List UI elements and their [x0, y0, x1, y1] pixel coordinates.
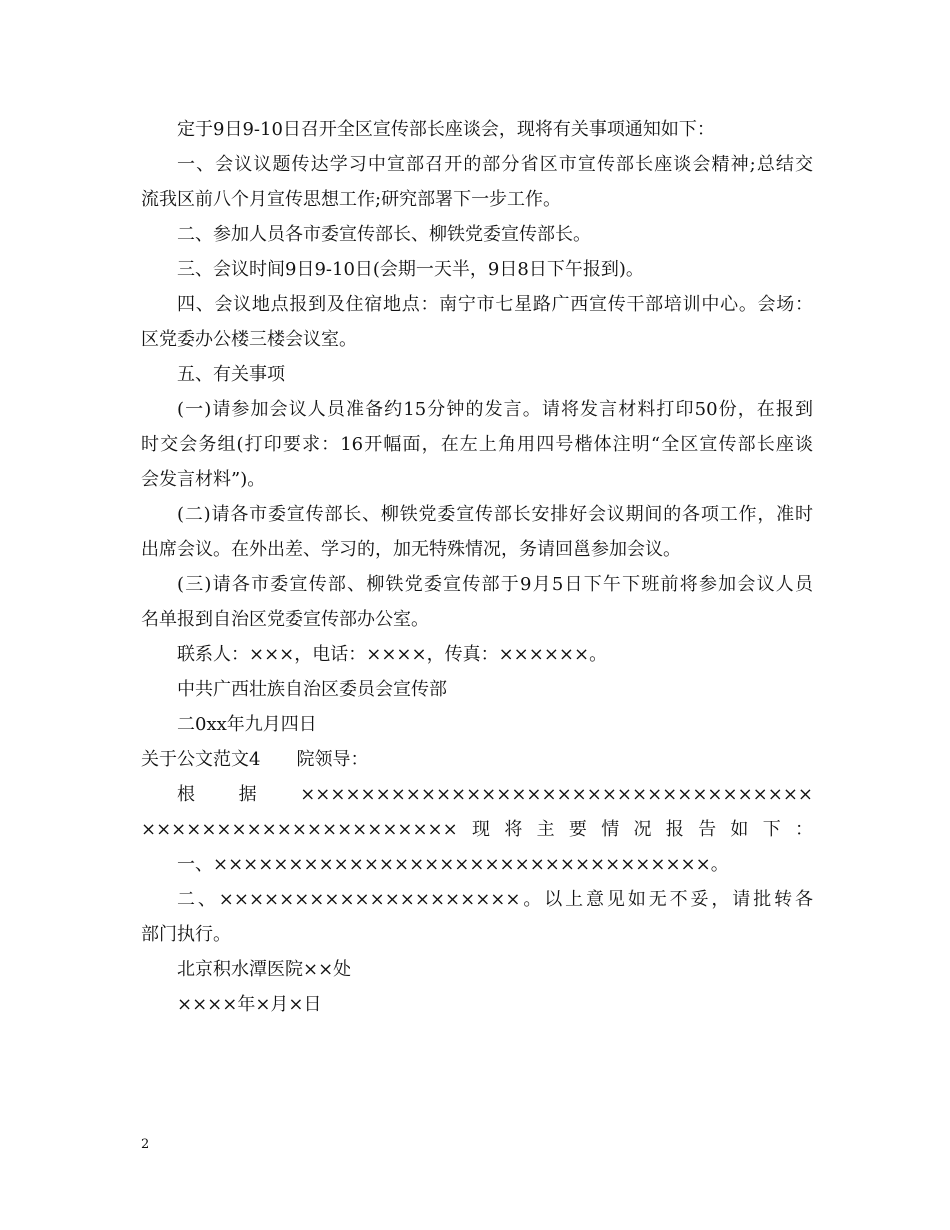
item-2: 二、参加人员各市委宣传部长、柳铁党委宣传部长。: [177, 224, 591, 245]
subitem-1-line-2: 时交会务组(打印要求：16开幅面，在左上角用四号楷体注明“全区宣传部长座谈: [141, 434, 813, 455]
item-3: 三、会议时间9日9-10日(会期一天半，9日8日下午报到)。: [177, 259, 644, 280]
subitem-3-line-1: (三)请各市委宣传部、柳铁党委宣传部于9月5日下午下班前将参加会议人员: [177, 574, 813, 595]
subitem-2-line-2: 出席会议。在外出差、学习的，加无特殊情况，务请回邕参加会议。: [141, 539, 681, 560]
report-signature: 北京积水潭医院××处: [177, 959, 352, 980]
report-line-1: 根据××××××××××××××××××××××××××××××××××: [177, 784, 813, 805]
notice-intro: 定于9日9-10日召开全区宣传部长座谈会，现将有关事项通知如下：: [177, 119, 715, 140]
item-4-line-2: 区党委办公楼三楼会议室。: [141, 329, 357, 350]
subitem-2-line-1: (二)请各市委宣传部长、柳铁党委宣传部长安排好会议期间的各项工作，准时: [177, 504, 813, 525]
item-1-line-1: 一、会议议题传达学习中宣部召开的部分省区市宣传部长座谈会精神;总结交: [177, 154, 813, 175]
subitem-1-line-1: (一)请参加会议人员准备约15分钟的发言。请将发言材料打印50份，在报到: [177, 399, 813, 420]
subitem-3-line-2: 名单报到自治区党委宣传部办公室。: [141, 609, 429, 630]
item-4-line-1: 四、会议地点报到及住宿地点：南宁市七星路广西宣传干部培训中心。会场：: [177, 294, 813, 315]
report-date: ××××年×月×日: [177, 994, 322, 1015]
report-item-2-line-1: 二、××××××××××××××××××××。以上意见如无不妥，请批转各: [177, 889, 813, 910]
report-item-1: 一、×××××××××××××××××××××××××××××××××。: [177, 854, 729, 875]
issuer: 中共广西壮族自治区委员会宣传部: [177, 679, 447, 700]
report-line-2: ×××××××××××××××××××××现将主要情况报告如下：: [141, 819, 813, 840]
report-item-2-line-2: 部门执行。: [141, 924, 231, 945]
contact-line: 联系人：×××，电话：××××，传真：××××××。: [177, 644, 608, 665]
item-1-line-2: 流我区前八个月宣传思想工作;研究部署下一步工作。: [141, 189, 562, 210]
sample-4-heading: 关于公文范文4 院领导：: [141, 749, 369, 770]
issue-date: 二0xx年九月四日: [177, 714, 317, 735]
subitem-1-line-3: 会发言材料”)。: [141, 469, 266, 490]
page-number: 2: [141, 1137, 150, 1152]
item-5-heading: 五、有关事项: [177, 364, 285, 385]
